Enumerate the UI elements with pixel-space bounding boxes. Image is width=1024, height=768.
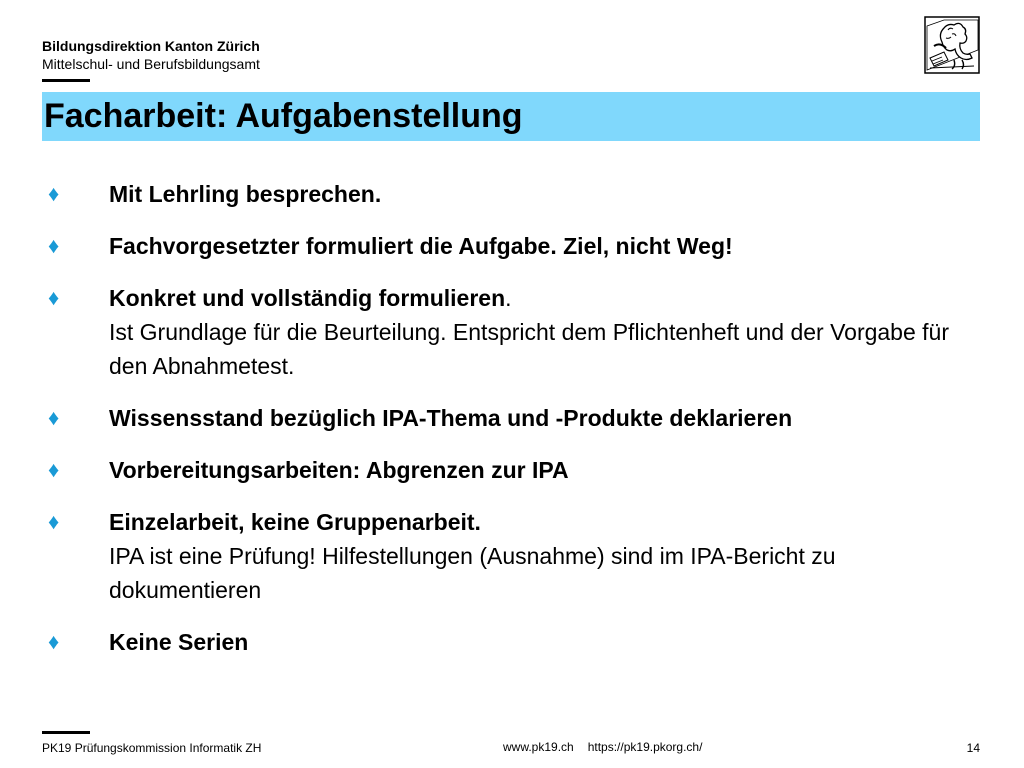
- bullet-list: [42, 177, 992, 677]
- diamond-bullet-icon: ♦: [48, 509, 60, 534]
- slide-title: Facharbeit: Aufgabenstellung: [44, 97, 523, 135]
- org-name: Bildungsdirektion Kanton Zürich: [42, 38, 260, 54]
- bullet-item: [42, 177, 992, 211]
- diamond-bullet-icon: ♦: [48, 181, 60, 206]
- diamond-bullet-icon: ♦: [48, 233, 60, 258]
- bullet-heading: Wissensstand bezüglich IPA-Thema und -Produkte deklarieren: [109, 405, 793, 431]
- header-organization: [42, 37, 260, 73]
- bullet-heading: Vorbereitungsarbeiten: Abgrenzen zur IPA: [109, 457, 569, 483]
- header-rule: [42, 79, 90, 82]
- footer-url-secondary[interactable]: https://pk19.pkorg.ch/: [587, 740, 703, 754]
- bullet-item: [42, 453, 992, 487]
- bullet-heading-tail: .: [505, 285, 512, 311]
- org-subtitle: Mittelschul- und Berufsbildungsamt: [42, 56, 260, 72]
- bullet-body: Ist Grundlage für die Beurteilung. Entspricht dem Pflichtenheft und der Vorgabe für den Abnahmetest.: [109, 319, 949, 379]
- diamond-bullet-icon: ♦: [48, 285, 60, 310]
- bullet-heading: Einzelarbeit, keine Gruppenarbeit.: [109, 509, 481, 535]
- bullet-item: [42, 625, 992, 659]
- bullet-heading: Fachvorgesetzter formuliert die Aufgabe. Ziel, nicht Weg!: [109, 233, 733, 259]
- footer-organization: PK19 Prüfungskommission Informatik ZH: [42, 741, 262, 755]
- diamond-bullet-icon: ♦: [48, 457, 60, 482]
- title-bar: [42, 92, 980, 141]
- footer-links: [503, 740, 702, 754]
- diamond-bullet-icon: ♦: [48, 629, 60, 654]
- bullet-heading: Mit Lehrling besprechen.: [109, 181, 382, 207]
- bullet-body: IPA ist eine Prüfung! Hilfestellungen (Ausnahme) sind im IPA-Bericht zu dokumentieren: [109, 543, 836, 603]
- zurich-lion-coat-of-arms-icon: [924, 16, 980, 74]
- bullet-item: [42, 281, 992, 383]
- bullet-heading: Keine Serien: [109, 629, 249, 655]
- bullet-item: [42, 505, 992, 607]
- bullet-item: [42, 229, 992, 263]
- page-number: 14: [966, 741, 980, 755]
- bullet-item: [42, 401, 992, 435]
- footer-rule: [42, 731, 90, 734]
- footer-url-primary[interactable]: www.pk19.ch: [503, 740, 574, 754]
- diamond-bullet-icon: ♦: [48, 405, 60, 430]
- bullet-heading: Konkret und vollständig formulieren: [109, 285, 506, 311]
